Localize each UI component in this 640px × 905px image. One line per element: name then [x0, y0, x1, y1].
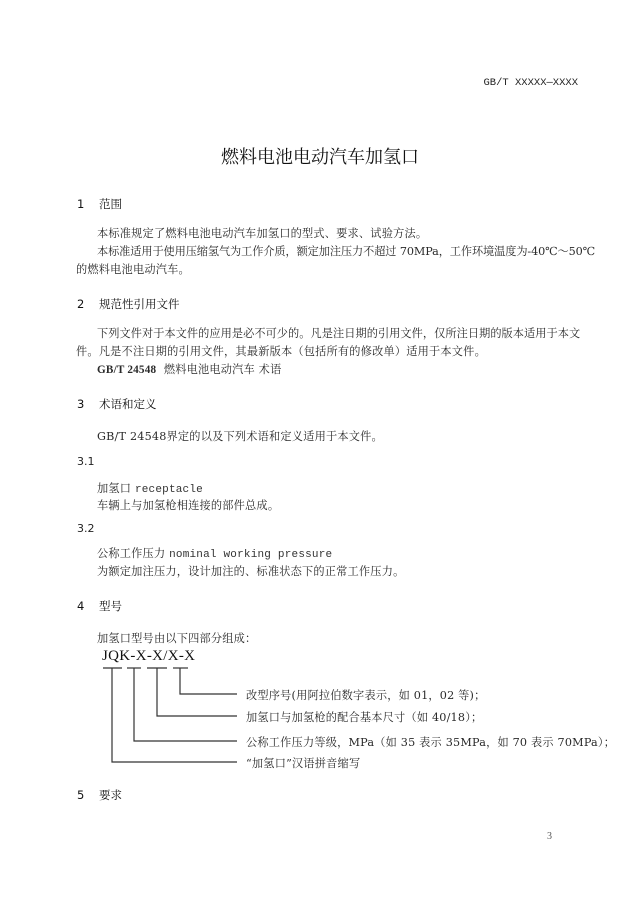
section-title: 范围: [99, 197, 122, 211]
section-number: 2: [77, 297, 85, 311]
section-title: 规范性引用文件: [99, 297, 180, 311]
references-paragraph-line-2: 件。凡是不注日期的引用文件，其最新版本（包括所有的修改单）适用于本文件。: [76, 345, 486, 358]
callout-pressure: 公称工作压力等级，MPa（如 35 表示 35MPa，如 70 表示 70MPa）；: [246, 736, 616, 749]
section-title: 术语和定义: [99, 397, 157, 411]
scope-paragraph-2-line-2: 的燃料电池电动汽车。: [76, 263, 190, 276]
reference-title: 燃料电池电动汽车 术语: [163, 363, 282, 376]
term-zh: 公称工作压力: [97, 547, 166, 560]
section-title: 要求: [99, 788, 122, 802]
scope-paragraph-2-line-1: 本标准适用于使用压缩氢气为工作介质，额定加注压力不超过 70MPa，工作环境温度为-40℃～50℃: [97, 245, 596, 258]
leader-prefix: [112, 668, 237, 762]
model-intro: 加氢口型号由以下四部分组成：: [97, 632, 257, 645]
term-number: 3.1: [77, 455, 95, 468]
leader-pressure: [134, 668, 237, 741]
model-code: JQK-X-X/X-X: [102, 648, 196, 664]
standard-number: GB/T XXXXX—XXXX: [483, 77, 578, 89]
section-number: 5: [77, 788, 85, 802]
term-definition: 为额定加注压力，设计加注的、标准状态下的正常工作压力。: [97, 565, 405, 578]
term-definition: 车辆上与加氢枪相连接的部件总成。: [97, 499, 280, 512]
term-number: 3.2: [77, 522, 95, 535]
section-number: 3: [77, 397, 85, 411]
section-number: 4: [77, 599, 85, 613]
leader-size: [157, 668, 237, 716]
terms-intro: GB/T 24548界定的以及下列术语和定义适用于本文件。: [97, 430, 383, 443]
term-zh: 加氢口: [97, 482, 132, 495]
section-title: 型号: [99, 599, 122, 613]
term-en: receptacle: [134, 484, 203, 496]
section-number: 1: [77, 197, 85, 211]
reference-code: GB/T 24548: [97, 364, 157, 376]
leader-revision: [180, 668, 237, 694]
callout-prefix: “加氢口”汉语拼音缩写: [246, 757, 361, 770]
references-paragraph-line-1: 下列文件对于本文件的应用是必不可少的。凡是注日期的引用文件，仅所注日期的版本适用于本文: [97, 327, 581, 340]
page-number: 3: [547, 831, 552, 842]
term-en: nominal working pressure: [169, 549, 333, 561]
scope-paragraph-1: 本标准规定了燃料电池电动汽车加氢口的型式、要求、试验方法。: [97, 227, 428, 240]
callout-revision: 改型序号(用阿拉伯数字表示，如 01，02 等)；: [246, 689, 486, 702]
document-title: 燃料电池电动汽车加氢口: [221, 147, 419, 168]
section-5-heading: [77, 787, 122, 803]
callout-size: 加氢口与加氢枪的配合基本尺寸（如 40/18）；: [246, 711, 483, 724]
